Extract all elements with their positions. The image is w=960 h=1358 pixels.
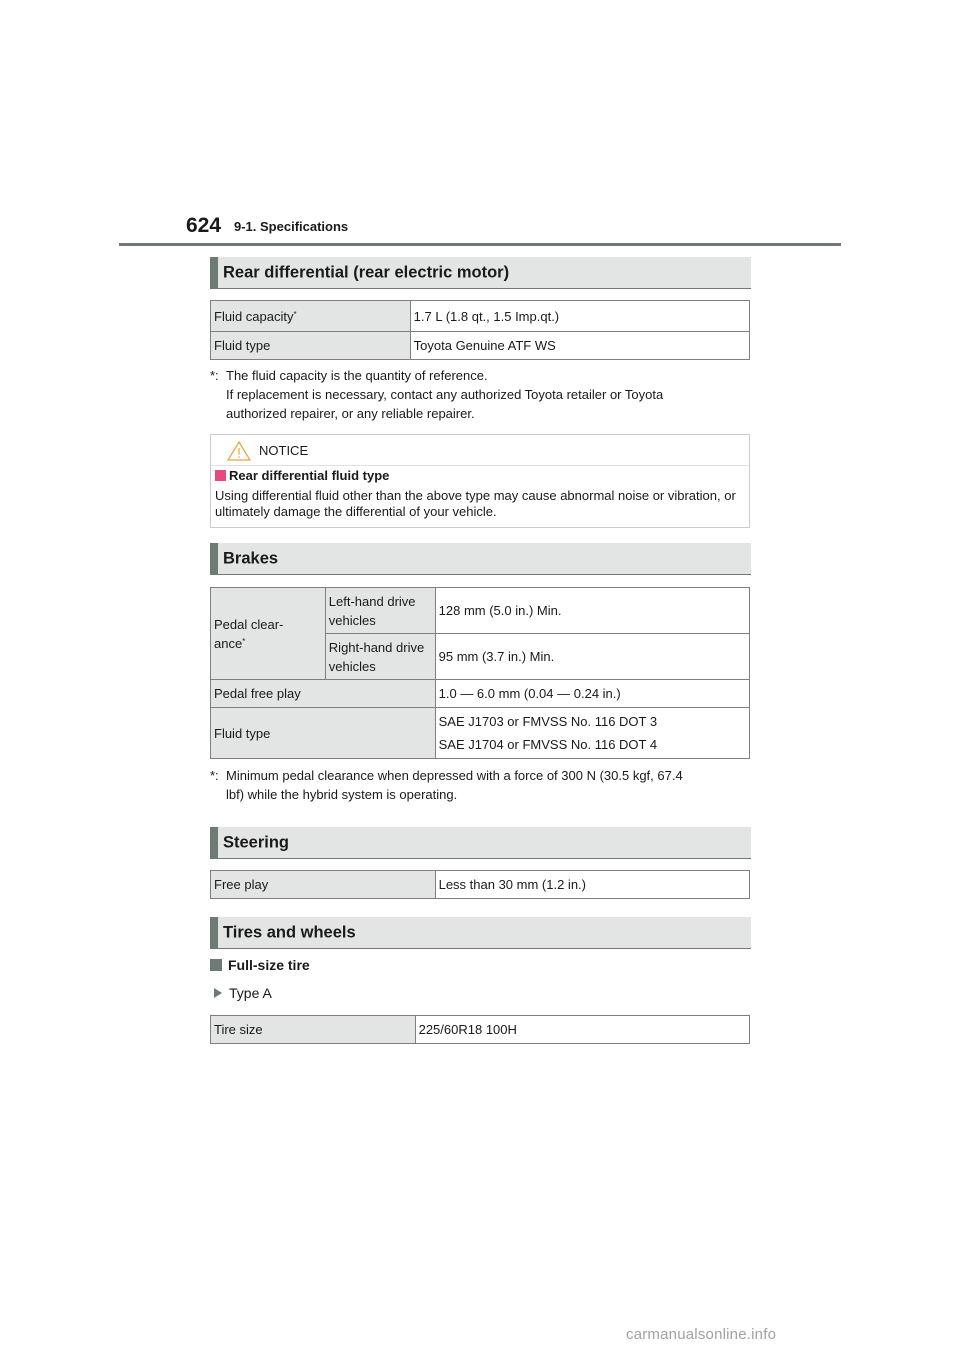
table-row [211, 708, 750, 759]
tires-title: Tires and wheels [223, 923, 356, 941]
warning-triangle-icon [227, 441, 251, 461]
square-bullet-icon [215, 470, 226, 481]
footnote-line: lbf) while the hybrid system is operating. [226, 787, 458, 802]
right-hand-drive-value: 95 mm (3.7 in.) Min. [435, 634, 749, 680]
footnote-line: If replacement is necessary, contact any authorized Toyota retailer or Toyota [226, 387, 664, 402]
full-size-tire-subhead: Full-size tire [210, 957, 310, 973]
left-hand-drive-key: Left-hand drive vehicles [325, 588, 435, 634]
section-label: 9-1. Specifications [234, 219, 349, 234]
brakes-table [210, 587, 750, 759]
rear-differential-heading [210, 257, 751, 289]
steering-title: Steering [223, 833, 290, 851]
pedal-free-play-key: Pedal free play [211, 680, 436, 708]
brake-fluid-type-key: Fluid type [211, 708, 436, 759]
brakes-heading [210, 543, 751, 575]
footnote-mark: *: [210, 768, 219, 783]
table-row [211, 332, 750, 360]
notice-header [211, 435, 749, 466]
fluid-type-key: Fluid type [211, 332, 411, 360]
tires-heading [210, 917, 751, 949]
steering-free-play-value: Less than 30 mm (1.2 in.) [435, 871, 749, 899]
tire-size-value: 225/60R18 100H [415, 1016, 749, 1044]
rear-differential-title: Rear differential (rear electric motor) [223, 263, 510, 281]
footnote-mark: *: [210, 368, 219, 383]
table-row [211, 301, 750, 332]
steering-heading [210, 827, 751, 859]
square-bullet-icon [210, 959, 222, 971]
steering-table [210, 870, 750, 899]
table-row [211, 1016, 750, 1044]
watermark: carmanualsonline.info [626, 1326, 777, 1343]
right-hand-drive-key: Right-hand drive vehicles [325, 634, 435, 680]
triangle-bullet-icon [214, 988, 222, 998]
pedal-free-play-value: 1.0 — 6.0 mm (0.04 — 0.24 in.) [435, 680, 749, 708]
steering-free-play-key: Free play [211, 871, 436, 899]
notice-text: Using differential fluid other than the above type may cause abnormal noise or vibration, or ultimately damage the differential of your vehicle. [215, 488, 736, 519]
brake-fluid-type-value: SAE J1703 or FMVSS No. 116 DOT 3 SAE J1704 or FMVSS No. 116 DOT 4 [435, 708, 749, 759]
header-rule [119, 243, 841, 246]
tire-size-key: Tire size [211, 1016, 416, 1044]
pedal-clearance-key: Pedal clear- ance* [211, 588, 326, 680]
footnote-line: Minimum pedal clearance when depressed with a force of 300 N (30.5 kgf, 67.4 [226, 768, 683, 783]
rear-differential-footnote [210, 366, 750, 423]
notice-box [210, 434, 750, 528]
fluid-capacity-value: 1.7 L (1.8 qt., 1.5 Imp.qt.) [410, 301, 749, 332]
page-number: 624 [186, 214, 222, 237]
tire-size-table [210, 1015, 750, 1044]
fluid-type-value: Toyota Genuine ATF WS [410, 332, 749, 360]
table-row [211, 871, 750, 899]
fluid-capacity-key: Fluid capacity* [211, 301, 411, 332]
table-row [211, 680, 750, 708]
table-row [211, 588, 750, 634]
notice-subtitle: Rear differential fluid type [215, 468, 389, 483]
brakes-footnote [210, 766, 750, 804]
type-a-label: Type A [214, 985, 272, 1001]
rear-differential-table [210, 300, 750, 360]
left-hand-drive-value: 128 mm (5.0 in.) Min. [435, 588, 749, 634]
footnote-line: authorized repairer, or any reliable repairer. [226, 406, 475, 421]
notice-label: NOTICE [259, 443, 309, 458]
footnote-line: The fluid capacity is the quantity of reference. [226, 368, 488, 383]
brakes-title: Brakes [223, 549, 279, 567]
